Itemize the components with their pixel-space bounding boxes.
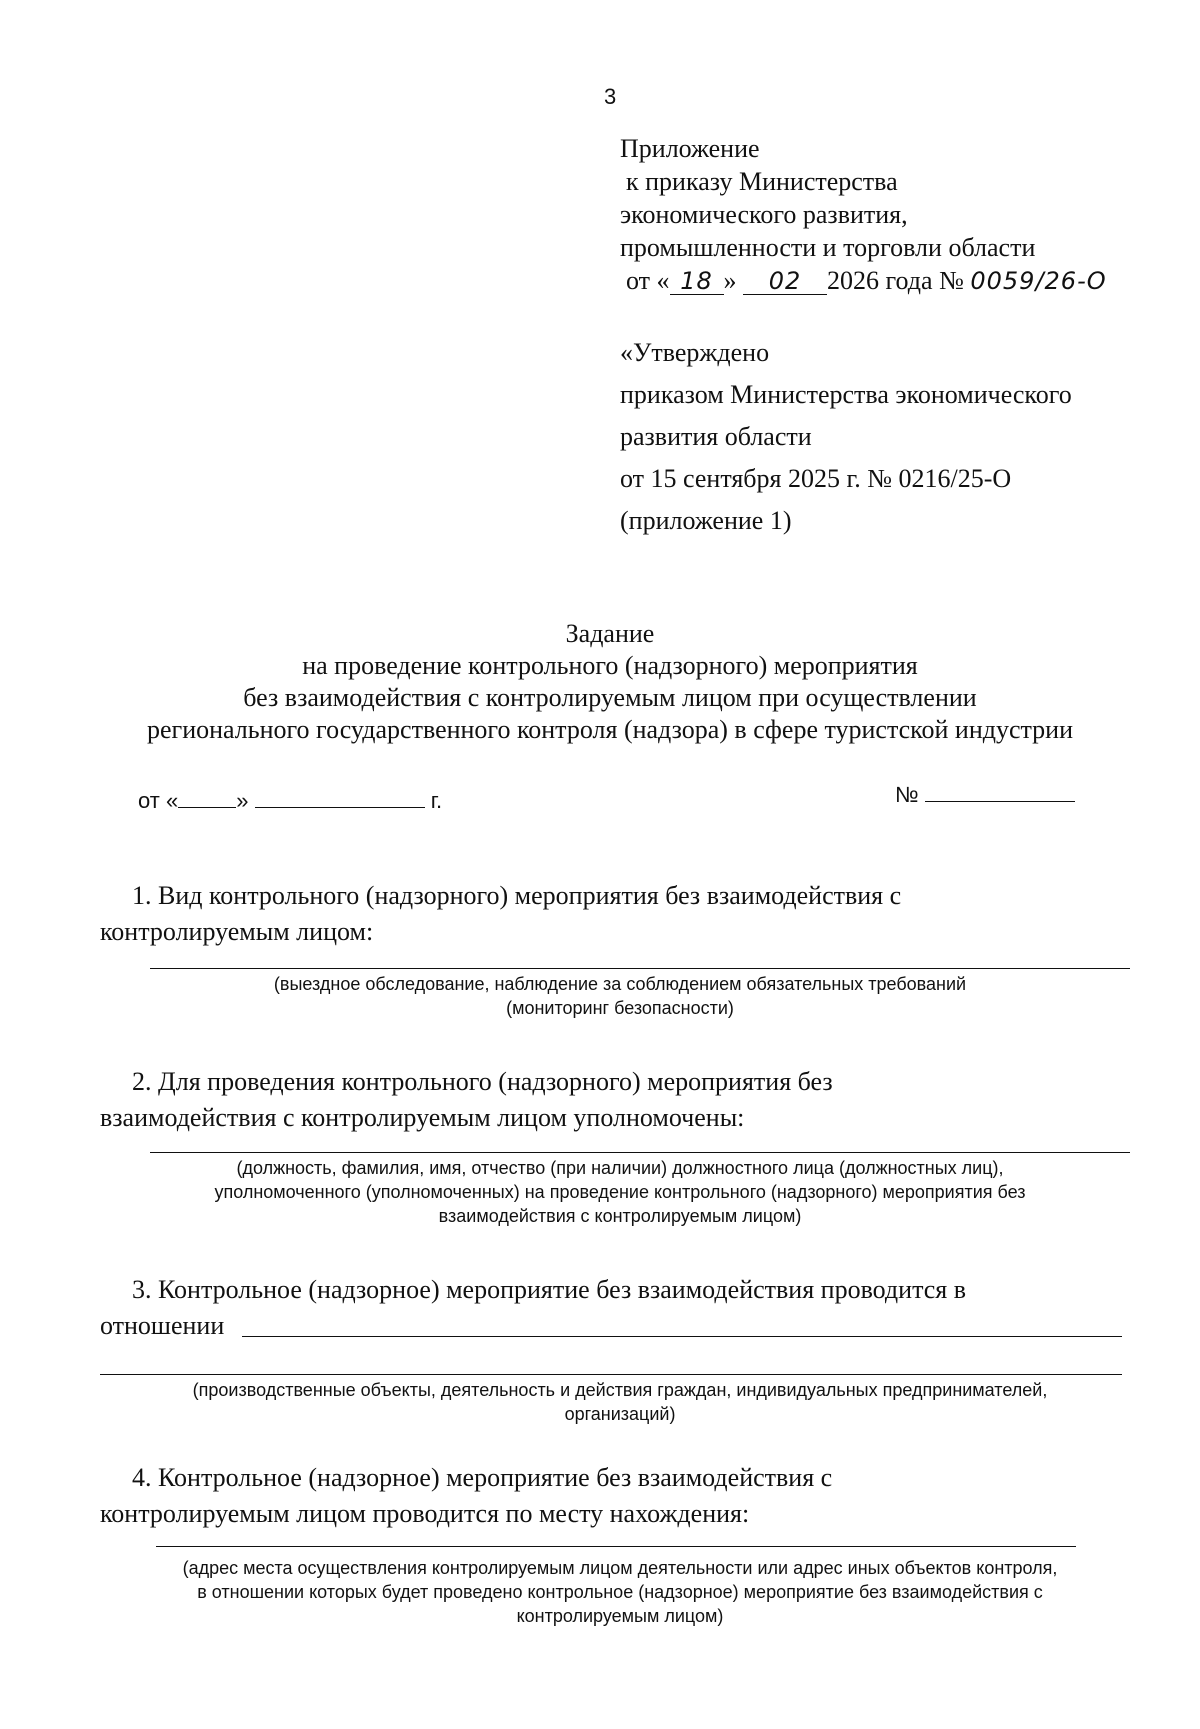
order-number-row bbox=[895, 782, 1075, 808]
appendix-line: промышленности и торговли области bbox=[620, 233, 1036, 262]
title-line: Задание bbox=[565, 619, 655, 648]
hint-line: уполномоченного (уполномоченных) на проведение контрольного (надзорного) мероприятия без bbox=[214, 1182, 1026, 1202]
section-text: контролируемым лицом проводится по месту нахождения: bbox=[100, 1499, 750, 1528]
hint-line: организаций) bbox=[564, 1404, 676, 1424]
approved-line: «Утверждено bbox=[620, 338, 770, 367]
page-number: 3 bbox=[604, 84, 617, 109]
approved-block bbox=[620, 332, 1072, 542]
fill-line[interactable] bbox=[100, 1374, 1122, 1375]
section-text: взаимодействия с контролируемым лицом уполномочены: bbox=[100, 1103, 745, 1132]
title-line: на проведение контрольного (надзорного) мероприятия bbox=[302, 651, 918, 680]
fill-line[interactable] bbox=[242, 1336, 1122, 1337]
hint-line: (должность, фамилия, имя, отчество (при наличии) должностного лица (должностных лиц), bbox=[236, 1158, 1004, 1178]
document-title bbox=[80, 618, 1140, 746]
fill-line[interactable] bbox=[156, 1546, 1076, 1547]
fill-line[interactable] bbox=[150, 1152, 1130, 1153]
order-number-sign: № bbox=[895, 782, 919, 807]
section-text: 4. Контрольное (надзорное) мероприятие без взаимодействия с bbox=[132, 1463, 833, 1492]
field-hint bbox=[110, 1156, 1130, 1228]
order-date-quote: » bbox=[236, 788, 249, 813]
field-hint bbox=[110, 1378, 1130, 1426]
hint-line: (выездное обследование, наблюдение за соблюдением обязательных требований bbox=[273, 974, 967, 994]
order-month-blank[interactable] bbox=[255, 789, 425, 808]
section-2 bbox=[100, 1064, 1132, 1136]
handwritten-month: 02 bbox=[743, 268, 827, 295]
title-line: регионального государственного контроля (надзора) в сфере туристской индустрии bbox=[146, 715, 1074, 744]
appendix-line: экономического развития, bbox=[620, 200, 908, 229]
approved-line: развития области bbox=[620, 422, 812, 451]
date-prefix: от « bbox=[626, 266, 670, 295]
order-date-row bbox=[138, 788, 442, 814]
handwritten-day: 18 bbox=[670, 268, 724, 295]
date-year: 2026 года № bbox=[827, 266, 964, 295]
order-date-prefix: от « bbox=[138, 788, 179, 813]
section-text: 3. Контрольное (надзорное) мероприятие без взаимодействия проводится в bbox=[132, 1275, 967, 1304]
hint-line: в отношении которых будет проведено контрольное (надзорное) мероприятие без взаимодействия с bbox=[197, 1582, 1043, 1602]
section-3 bbox=[100, 1272, 1132, 1344]
approved-line: приказом Министерства экономического bbox=[620, 380, 1072, 409]
section-1 bbox=[100, 878, 1132, 950]
field-hint bbox=[110, 972, 1130, 1020]
appendix-line: к приказу Министерства bbox=[626, 167, 898, 196]
date-quote: » bbox=[723, 266, 737, 295]
order-year-suffix: г. bbox=[430, 788, 443, 813]
section-text: 1. Вид контрольного (надзорного) мероприятия без взаимодействия с bbox=[132, 881, 902, 910]
title-line: без взаимодействия с контролируемым лицом при осуществлении bbox=[243, 683, 977, 712]
section-4 bbox=[100, 1460, 1132, 1532]
hint-line: (мониторинг безопасности) bbox=[506, 998, 734, 1018]
fill-line[interactable] bbox=[150, 968, 1130, 969]
approved-line: от 15 сентября 2025 г. № 0216/25-О bbox=[620, 464, 1012, 493]
hint-line: (адрес места осуществления контролируемым лицом деятельности или адрес иных объектов контроля, bbox=[182, 1558, 1058, 1578]
appendix-line: Приложение bbox=[620, 134, 760, 163]
hint-line: контролируемым лицом) bbox=[516, 1606, 724, 1626]
section-text: контролируемым лицом: bbox=[100, 917, 374, 946]
field-hint bbox=[110, 1556, 1130, 1628]
approved-line: (приложение 1) bbox=[620, 506, 792, 535]
appendix-block bbox=[620, 132, 1107, 298]
section-text: 2. Для проведения контрольного (надзорного) мероприятия без bbox=[132, 1067, 833, 1096]
appendix-date-line bbox=[620, 264, 1107, 298]
hint-line: (производственные объекты, деятельность и действия граждан, индивидуальных предпринимателей, bbox=[192, 1380, 1048, 1400]
section-text: отношении bbox=[100, 1311, 225, 1340]
order-number-blank[interactable] bbox=[925, 783, 1075, 802]
handwritten-order-number: 0059/26-О bbox=[970, 267, 1107, 295]
hint-line: взаимодействия с контролируемым лицом) bbox=[438, 1206, 802, 1226]
order-day-blank[interactable] bbox=[178, 789, 236, 808]
